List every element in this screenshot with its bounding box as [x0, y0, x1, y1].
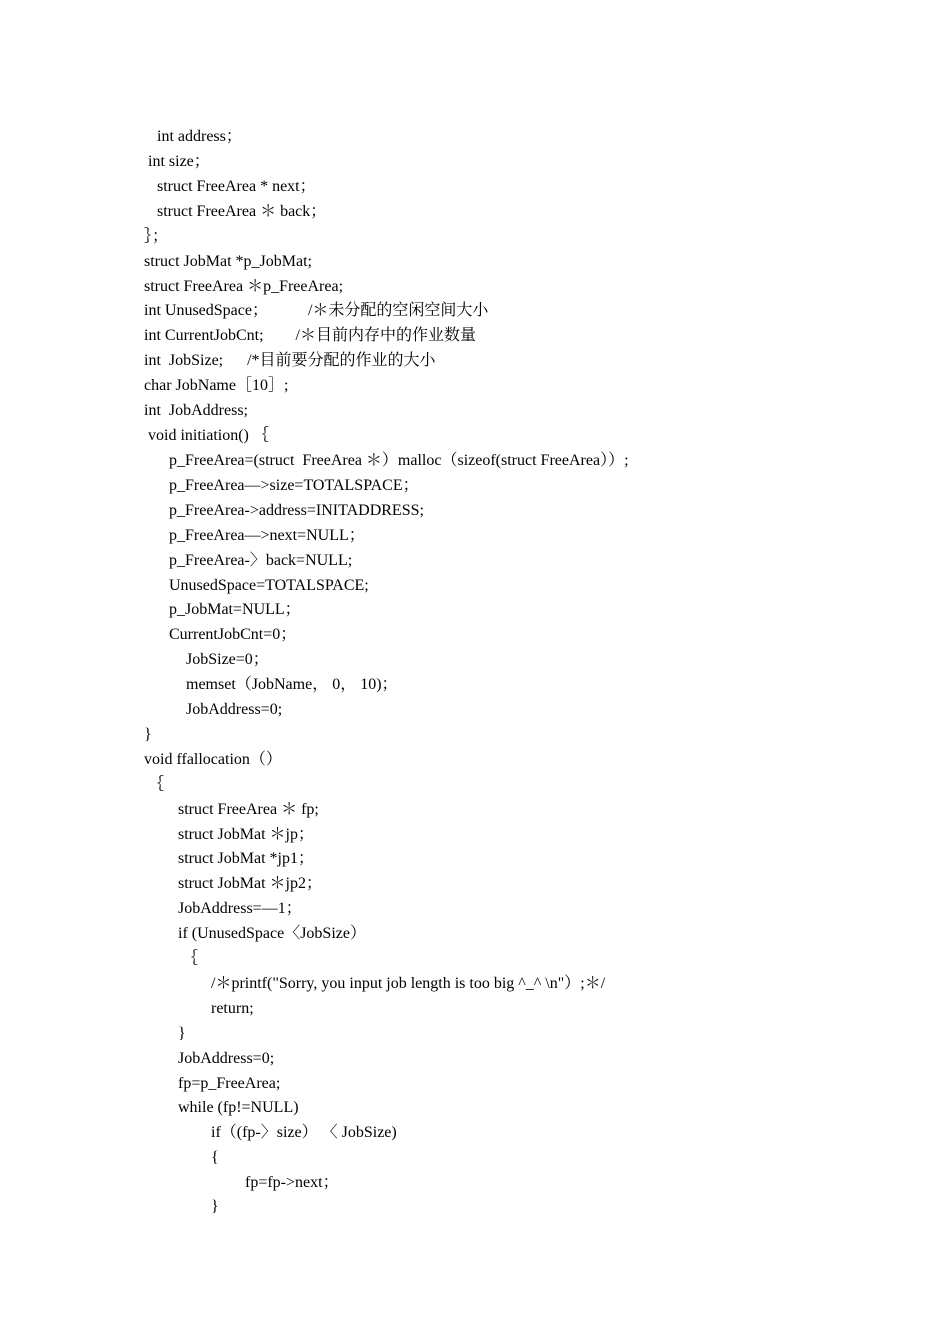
code-line: {: [211, 1149, 219, 1166]
code-line: struct JobMat ＊jp；: [178, 826, 314, 843]
code-line: JobSize=0；: [186, 651, 269, 668]
code-line: p_FreeArea=(struct FreeArea ＊）malloc（sizeof(struct FreeArea））;: [169, 452, 629, 469]
code-line: fp=fp->next；: [245, 1174, 339, 1191]
code-line: struct FreeArea ＊ back；: [157, 203, 327, 220]
code-line: if（(fp-〉size） 〈 JobSize): [211, 1124, 397, 1141]
code-line: JobAddress=0;: [186, 701, 283, 718]
code-line: if (UnusedSpace〈JobSize）: [178, 925, 366, 942]
code-line: while (fp!=NULL): [178, 1099, 299, 1116]
code-line: int UnusedSpace； /＊未分配的空闲空间大小: [144, 302, 489, 319]
code-line: int address；: [157, 128, 242, 145]
code-line: JobAddress=—1；: [178, 900, 302, 917]
code-line: void initiation() ｛: [148, 427, 269, 444]
code-line: memset（JobName， 0， 10)；: [186, 676, 398, 693]
code-line: struct FreeArea * next；: [157, 178, 316, 195]
code-line: }: [144, 726, 152, 743]
code-line: UnusedSpace=TOTALSPACE;: [169, 577, 369, 594]
code-line: fp=p_FreeArea;: [178, 1075, 281, 1092]
code-line: }: [178, 1025, 186, 1042]
code-line: int CurrentJobCnt; /＊目前内存中的作业数量: [144, 327, 477, 344]
code-line: p_FreeArea-〉back=NULL;: [169, 552, 353, 569]
code-line: struct JobMat *jp1；: [178, 850, 314, 867]
code-line: int size；: [148, 153, 210, 170]
code-line: int JobSize; /*目前要分配的作业的大小: [144, 352, 436, 369]
code-line: p_JobMat=NULL；: [169, 601, 301, 618]
code-line: p_FreeArea->address=INITADDRESS;: [169, 502, 424, 519]
code-line: char JobName［10］;: [144, 377, 289, 394]
code-line: /＊printf("Sorry, you input job length is too big ^_^ \n"）;＊/: [211, 975, 606, 992]
code-line: ｝；: [144, 228, 169, 245]
code-line: struct JobMat ＊jp2；: [178, 875, 322, 892]
code-line: ｛: [182, 950, 199, 967]
code-line: void ffallocation（）: [144, 751, 282, 768]
code-line: struct FreeArea ＊ fp;: [178, 801, 319, 818]
code-line: p_FreeArea—>next=NULL；: [169, 527, 365, 544]
code-line: CurrentJobCnt=0；: [169, 626, 297, 643]
code-line: ｛: [148, 776, 165, 793]
code-line: }: [211, 1198, 219, 1215]
code-line: int JobAddress;: [144, 402, 248, 419]
code-line: JobAddress=0;: [178, 1050, 275, 1067]
code-line: return;: [211, 1000, 254, 1017]
code-line: p_FreeArea—>size=TOTALSPACE；: [169, 477, 419, 494]
code-line: struct FreeArea ＊p_FreeArea;: [144, 278, 344, 295]
code-line: struct JobMat *p_JobMat;: [144, 253, 312, 270]
